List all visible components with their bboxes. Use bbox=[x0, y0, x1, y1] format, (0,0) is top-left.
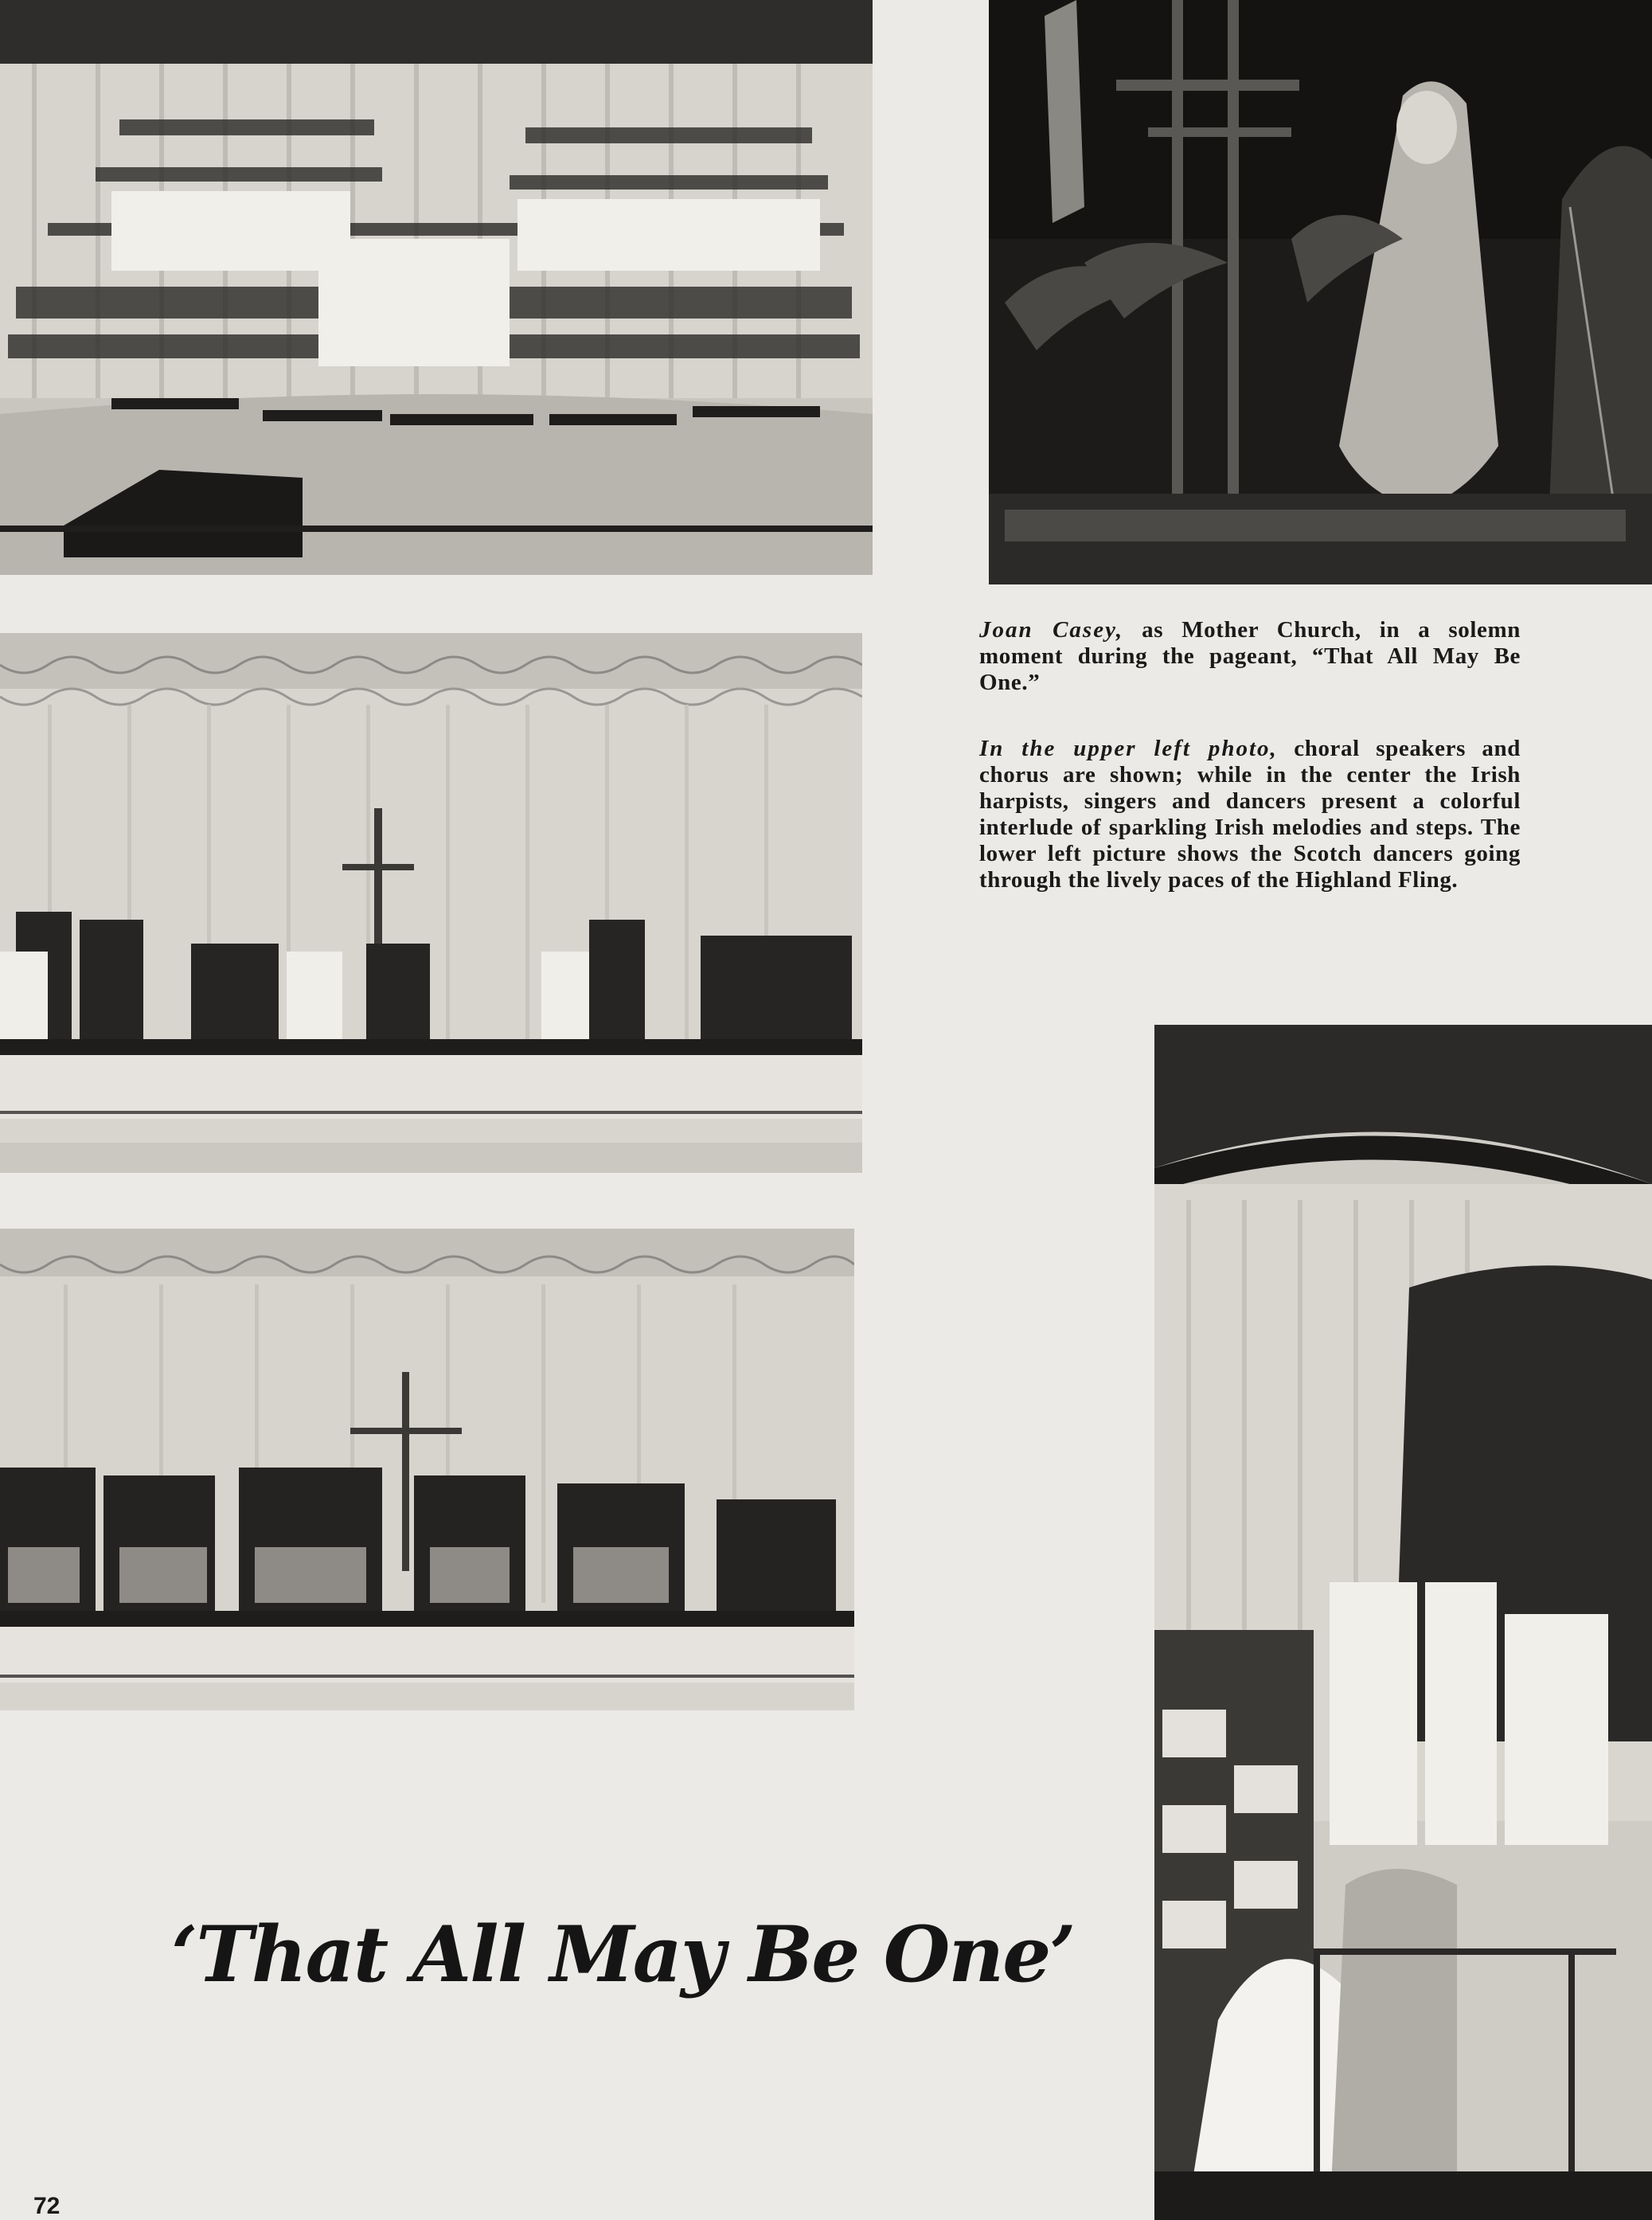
photo-pageant-cast-image bbox=[1154, 1025, 1652, 2220]
photo-scotch-dancers bbox=[0, 1229, 854, 1710]
caption-mother-church bbox=[979, 617, 1521, 696]
photo-mother-church-image bbox=[989, 0, 1652, 584]
caption-photos-description bbox=[979, 736, 1521, 893]
photo-scotch-dancers-image bbox=[0, 1229, 854, 1710]
caption-mother-church-name: Joan Casey, bbox=[979, 617, 1124, 643]
photo-irish-interlude-image bbox=[0, 633, 862, 1173]
page-number: 72 bbox=[33, 2193, 61, 2219]
page-title: ‘That All May Be One’ bbox=[171, 1909, 1075, 1999]
caption-mother-church-text: as Mother Church, in a solemn moment during the pageant, “That All May Be One.” bbox=[979, 617, 1521, 695]
photo-pageant-cast bbox=[1154, 1025, 1652, 2220]
photo-choral-speakers-image bbox=[0, 0, 873, 575]
photo-mother-church bbox=[989, 0, 1652, 584]
photo-irish-interlude bbox=[0, 633, 862, 1173]
caption-photos-lead: In the upper left photo, bbox=[979, 736, 1278, 761]
photo-choral-speakers bbox=[0, 0, 873, 575]
caption-photos-text: choral speakers and chorus are shown; while in the center the Irish harpists, singers and dancers present a colorful interlude of sparkling Irish melodies and steps. The lower left picture shows the Scotch dancers going through the lively paces of the Highland Fling. bbox=[979, 736, 1521, 893]
caption-block bbox=[979, 617, 1521, 893]
